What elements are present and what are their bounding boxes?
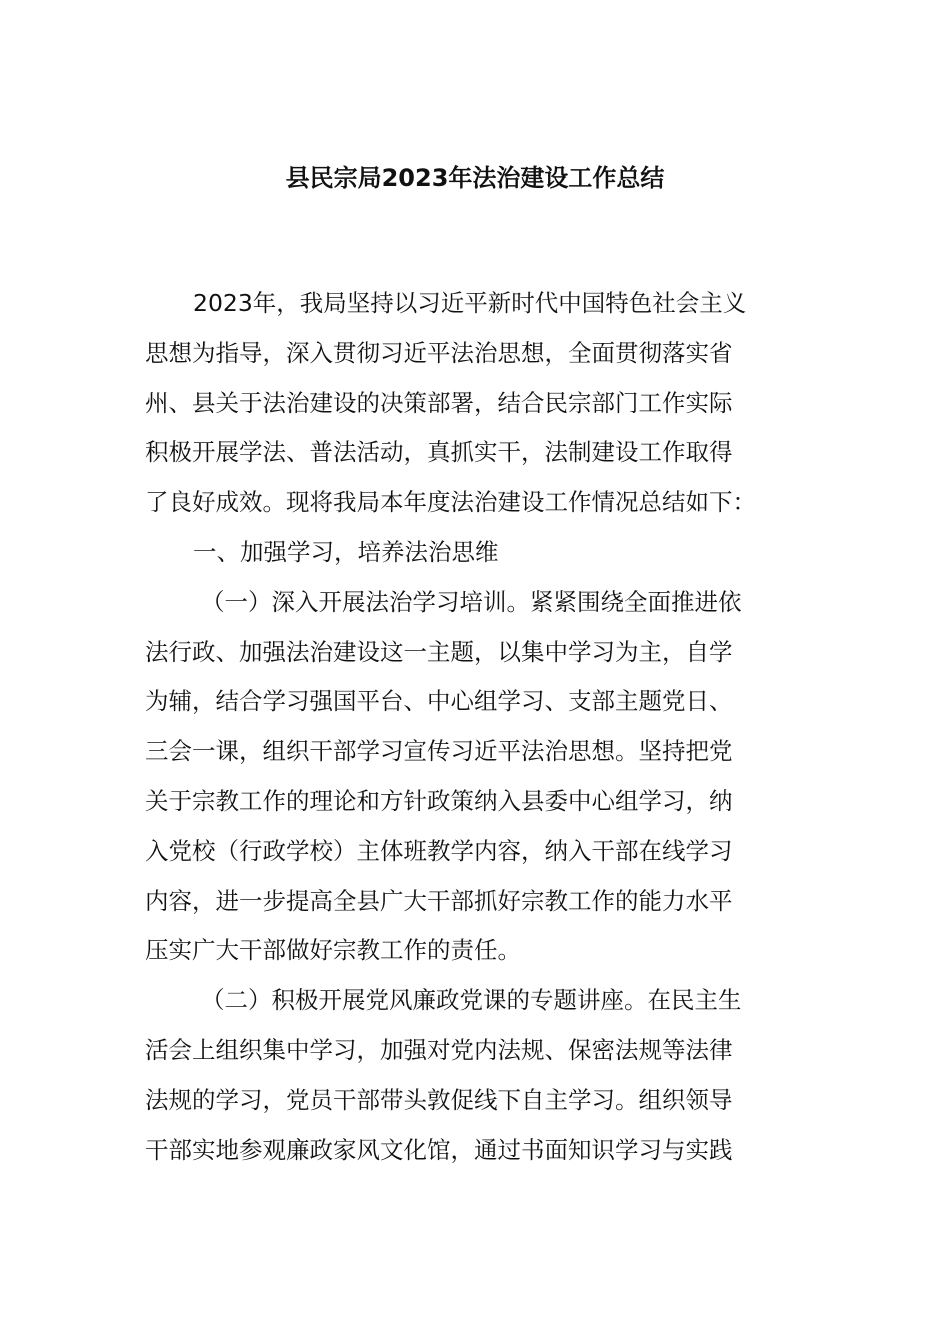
paragraph-line: 内容，进一步提高全县广大干部抓好宗教工作的能力水平 (145, 886, 733, 915)
paragraph-line: 压实广大干部做好宗教工作的责任。 (145, 936, 521, 965)
paragraph-line: 三会一课，组织干部学习宣传习近平法治思想。坚持把党 (145, 737, 733, 766)
paragraph-line: 2023年，我局坚持以习近平新时代中国特色社会主义 (193, 289, 747, 317)
paragraph-line: 法行政、加强法治建设这一主题，以集中学习为主，自学 (145, 637, 733, 666)
paragraph-line: 思想为指导，深入贯彻习近平法治思想，全面贯彻落实省 (145, 338, 733, 367)
paragraph-line: 入党校（行政学校）主体班教学内容，纳入干部在线学习 (145, 836, 733, 865)
paragraph-line: 了良好成效。现将我局本年度法治建设工作情况总结如下： (145, 488, 756, 517)
paragraph-line: 积极开展学法、普法活动，真抓实干，法制建设工作取得 (145, 438, 733, 467)
document-body (145, 279, 807, 1175)
document-title: 县民宗局2023年法治建设工作总结 (285, 164, 665, 192)
paragraph-line: （一）深入开展法治学习培训。紧紧围绕全面推进依 (201, 587, 742, 616)
paragraph-line: （二）积极开展党风廉政党课的专题讲座。在民主生 (201, 986, 742, 1015)
paragraph-line: 法规的学习，党员干部带头敦促线下自主学习。组织领导 (145, 1085, 733, 1114)
section-heading: 一、加强学习，培养法治思维 (193, 537, 499, 566)
paragraph-line: 关于宗教工作的理论和方针政策纳入县委中心组学习，纳 (145, 786, 733, 815)
paragraph-line: 干部实地参观廉政家风文化馆，通过书面知识学习与实践 (145, 1135, 733, 1164)
paragraph-line: 为辅，结合学习强国平台、中心组学习、支部主题党日、 (145, 687, 733, 716)
paragraph-line: 活会上组织集中学习，加强对党内法规、保密法规等法律 (145, 1035, 733, 1064)
paragraph-line: 州、县关于法治建设的决策部署，结合民宗部门工作实际 (145, 388, 733, 417)
